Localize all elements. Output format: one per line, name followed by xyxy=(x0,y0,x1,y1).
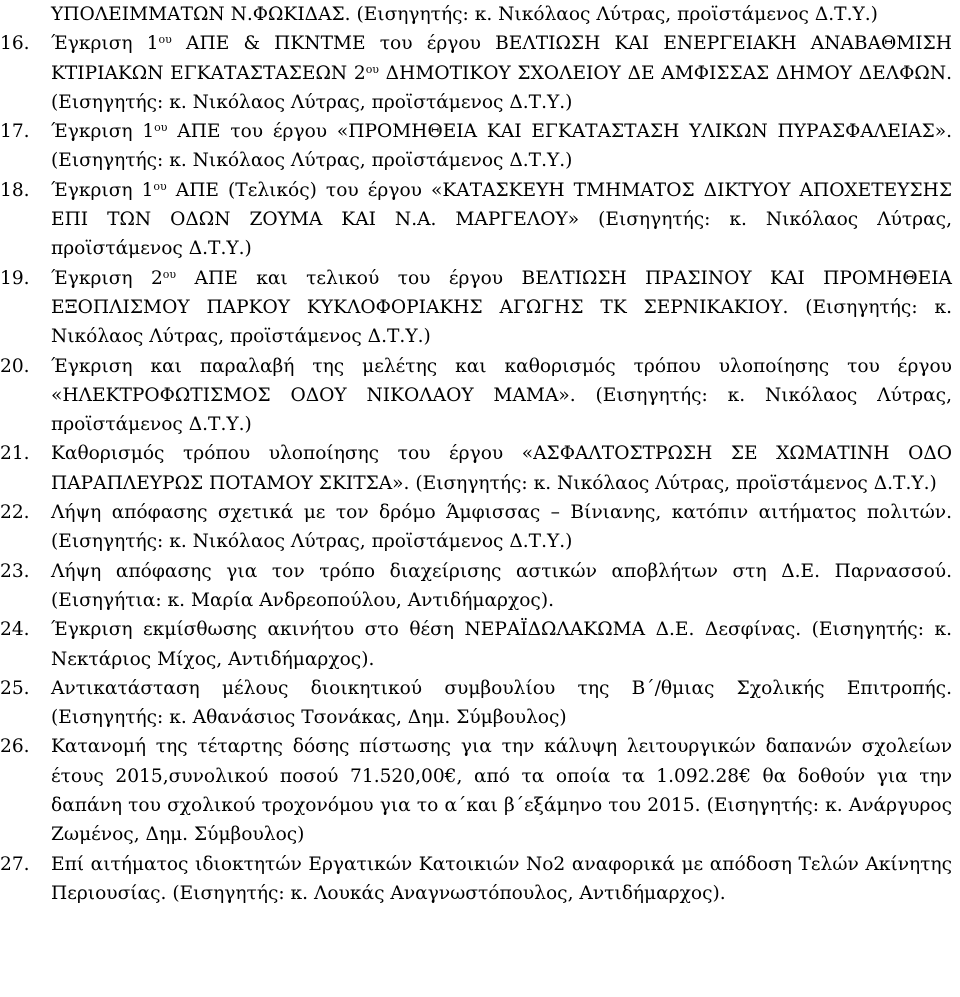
list-item-17 xyxy=(0,117,952,176)
item-number: 19. xyxy=(0,267,30,289)
item-text: Έγκριση 1 xyxy=(51,179,154,201)
list-item-27 xyxy=(0,850,952,909)
item-number: 27. xyxy=(0,853,30,875)
ordinal-suffix: ου xyxy=(162,267,177,281)
item-text: Έγκριση και παραλαβή της μελέτης και καθορισμός τρόπου υλοποίησης του έργου «ΗΛΕΚΤΡΟΦΩΤΙΣΜΟΣ ΟΔΟΥ ΝΙΚΟΛΑΟΥ ΜΑΜΑ». (Εισηγητής: κ. Νικόλαος Λύτρας, προϊστάμενος Δ.Τ.Υ.) xyxy=(51,355,952,436)
list-item-24 xyxy=(0,615,952,674)
item-number: 22. xyxy=(0,502,30,524)
list-item-continuation xyxy=(0,0,952,29)
ordinal-suffix: ου xyxy=(158,33,172,47)
item-number: 20. xyxy=(0,355,30,377)
item-text: ΑΠΕ (Τελικός) του έργου «ΚΑΤΑΣΚΕΥΗ ΤΜΗΜΑΤΟΣ ΔΙΚΤΥΟΥ ΑΠΟΧΕΤΕΥΣΗΣ ΕΠΙ ΤΩΝ ΟΔΩΝ ΖΟΥΜΑ ΚΑΙ Ν.Α. ΜΑΡΓΕΛΟΥ» (Εισηγητής: κ. Νικόλαος Λύτρας, προϊστάμενος Δ.Τ.Υ.) xyxy=(51,179,952,260)
list-item-19 xyxy=(0,264,952,352)
item-number: 26. xyxy=(0,736,30,758)
item-number: 16. xyxy=(0,33,30,55)
item-text: ΥΠΟΛΕΙΜΜΑΤΩΝ Ν.ΦΩΚΙΔΑΣ. (Εισηγητής: κ. Νικόλαος Λύτρας, προϊστάμενος Δ.Τ.Υ.) xyxy=(51,4,878,25)
ordinal-suffix: ου xyxy=(365,62,379,76)
item-text: ΑΠΕ και τελικού του έργου ΒΕΛΤΙΩΣΗ ΠΡΑΣΙΝΟΥ ΚΑΙ ΠΡΟΜΗΘΕΙΑ ΕΞΟΠΛΙΣΜΟΥ ΠΑΡΚΟΥ ΚΥΚΛΟΦΟΡΙΑΚΗΣ ΑΓΩΓΗΣ ΤΚ ΣΕΡΝΙΚΑΚΙΟΥ. (Εισηγητής: κ. Νικόλαος Λύτρας, προϊστάμενος Δ.Τ.Υ.) xyxy=(51,267,952,348)
list-item-26 xyxy=(0,732,952,849)
item-text: Λήψη απόφασης για τον τρόπο διαχείρισης αστικών αποβλήτων στη Δ.Ε. Παρνασσού. (Εισηγήτια: κ. Μαρία Ανδρεοπούλου, Αντιδήμαρχος). xyxy=(51,560,952,611)
item-text: ΔΗΜΟΤΙΚΟΥ ΣΧΟΛΕΙΟΥ ΔΕ ΑΜΦΙΣΣΑΣ ΔΗΜΟΥ ΔΕΛΦΩΝ. (Εισηγητής: κ. Νικόλαος Λύτρας, προϊστάμενος Δ.Τ.Υ.) xyxy=(51,62,952,113)
item-number: 17. xyxy=(0,121,30,143)
item-text: Κατανομή της τέταρτης δόσης πίστωσης για την κάλυψη λειτουργικών δαπανών σχολείων έτους 2015,συνολικού ποσού 71.520,00€, από τα οποία τα 1.092.28€ θα δοθούν για την δαπάνη του σχολικού τροχονόμου για το α΄και β΄εξάμηνο του 2015. (Εισηγητής: κ. Ανάργυρος Ζωμένος, Δημ. Σύμβουλος) xyxy=(51,736,952,846)
ordinal-suffix: ου xyxy=(153,179,167,193)
list-item-16 xyxy=(0,29,952,117)
list-item-22 xyxy=(0,498,952,557)
item-number: 23. xyxy=(0,560,30,582)
list-item-23 xyxy=(0,557,952,616)
item-text: Έγκριση 1 xyxy=(51,33,159,55)
item-number: 21. xyxy=(0,443,30,465)
list-item-21 xyxy=(0,439,952,498)
item-text: Έγκριση εκμίσθωσης ακινήτου στο θέση ΝΕΡΑΪΔΩΛΑΚΩΜΑ Δ.Ε. Δεσφίνας. (Εισηγητής: κ. Νεκτάριος Μίχος, Αντιδήμαρχος). xyxy=(51,619,952,670)
item-text: Λήψη απόφασης σχετικά με τον δρόμο Άμφισσας – Βίνιανης, κατόπιν αιτήματος πολιτών. (Εισηγητής: κ. Νικόλαος Λύτρας, προϊστάμενος Δ.Τ.Υ.) xyxy=(51,502,952,553)
item-text: ΑΠΕ του έργου «ΠΡΟΜΗΘΕΙΑ ΚΑΙ ΕΓΚΑΤΑΣΤΑΣΗ ΥΛΙΚΩΝ ΠΥΡΑΣΦΑΛΕΙΑΣ». (Εισηγητής: κ. Νικόλαος Λύτρας, προϊστάμενος Δ.Τ.Υ.) xyxy=(51,121,952,172)
item-number: 25. xyxy=(0,677,30,699)
item-text: Αντικατάσταση μέλους διοικητικού συμβουλίου της Β΄/θμιας Σχολικής Επιτροπής. (Εισηγητής: κ. Αθανάσιος Τσονάκας, Δημ. Σύμβουλος) xyxy=(51,677,952,729)
item-text: ΑΠΕ & ΠΚΝΤΜΕ του έργου ΒΕΛΤΙΩΣΗ ΚΑΙ ΕΝΕΡΓΕΙΑΚΗ ΑΝΑΒΑΘΜΙΣΗ ΚΤΙΡΙΑΚΩΝ ΕΓΚΑΤΑΣΤΑΣΕΩΝ 2 xyxy=(51,33,952,84)
item-text: Έγκριση 2 xyxy=(51,267,163,289)
item-text: Καθορισμός τρόπου υλοποίησης του έργου «ΑΣΦΑΛΤΟΣΤΡΩΣΗ ΣΕ ΧΩΜΑΤΙΝΗ ΟΔΟ ΠΑΡΑΠΛΕΥΡΩΣ ΠΟΤΑΜΟΥ ΣΚΙΤΣΑ». (Εισηγητής: κ. Νικόλαος Λύτρας, προϊστάμενος Δ.Τ.Υ.) xyxy=(51,443,952,494)
list-item-18 xyxy=(0,176,952,264)
item-number: 18. xyxy=(0,179,30,201)
item-text: Επί αιτήματος ιδιοκτητών Εργατικών Κατοικιών Νο2 αναφορικά με απόδοση Τελών Ακίνητης Περιουσίας. (Εισηγητής: κ. Λουκάς Αναγνωστόπουλος, Αντιδήμαρχος). xyxy=(51,853,952,904)
list-item-20 xyxy=(0,352,952,440)
item-text: Έγκριση 1 xyxy=(51,121,155,143)
ordinal-suffix: ου xyxy=(154,121,168,135)
item-number: 24. xyxy=(0,619,30,641)
list-item-25 xyxy=(0,674,952,733)
